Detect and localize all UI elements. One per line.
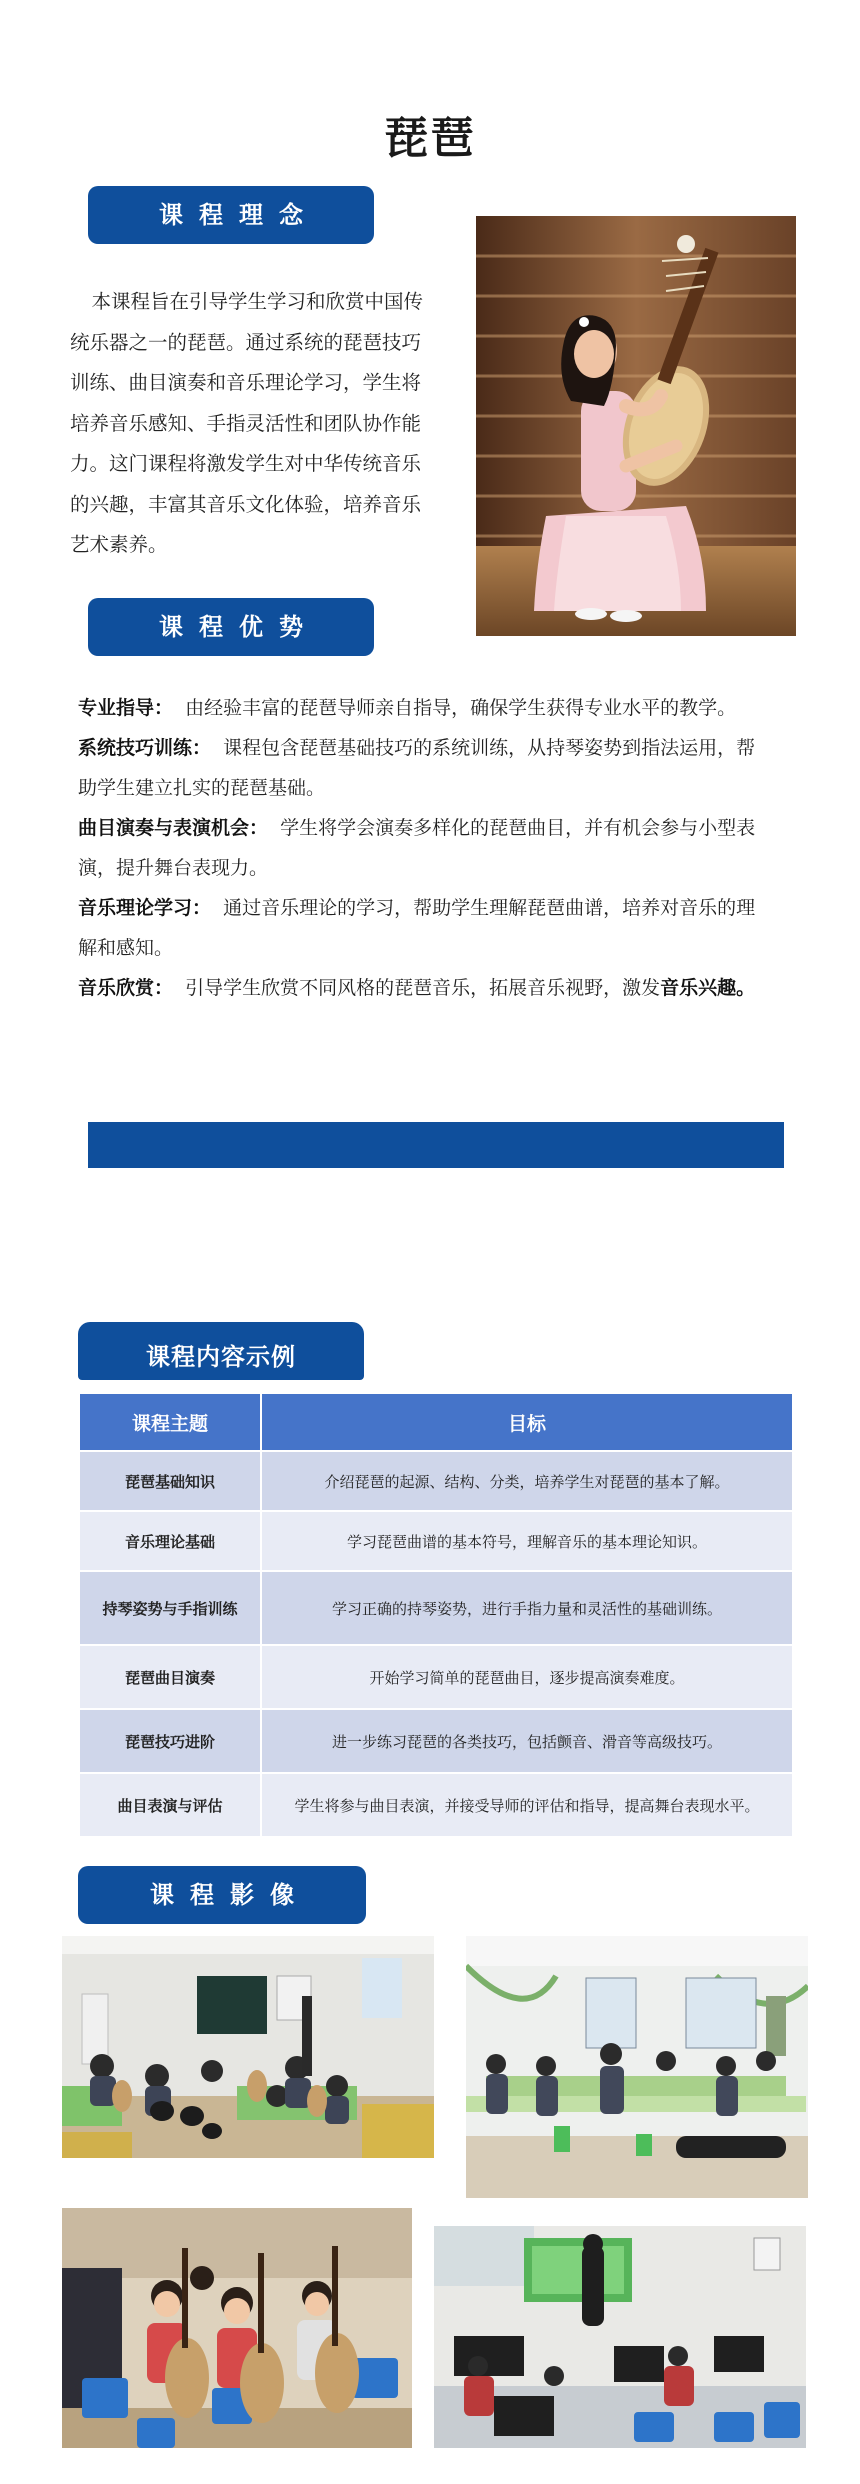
table-cell-topic: 曲目表演与评估 <box>79 1773 261 1837</box>
table-cell-topic: 琵琶技巧进阶 <box>79 1709 261 1773</box>
section-gallery-heading: 课程影像 <box>78 1866 366 1924</box>
table-row <box>79 1709 793 1773</box>
divider-bar <box>88 1122 784 1168</box>
table-header-topic: 课程主题 <box>79 1393 261 1451</box>
advantage-text: 学生将学会演奏多样化的琵琶曲目，并有机会参与小型表演，提升舞台表现力。 <box>78 817 756 879</box>
table-cell-topic: 琵琶曲目演奏 <box>79 1645 261 1709</box>
table-cell-goal: 介绍琵琶的起源、结构、分类，培养学生对琵琶的基本了解。 <box>261 1451 793 1511</box>
advantage-item <box>78 808 758 888</box>
advantage-item <box>78 888 758 968</box>
course-table <box>78 1392 794 1838</box>
table-cell-goal: 学习琵琶曲谱的基本符号，理解音乐的基本理论知识。 <box>261 1511 793 1571</box>
table-cell-topic: 音乐理论基础 <box>79 1511 261 1571</box>
table-cell-goal: 学生将参与曲目表演，并接受导师的评估和指导，提高舞台表现水平。 <box>261 1773 793 1837</box>
advantage-label: 音乐理论学习： <box>78 897 212 919</box>
table-row <box>79 1773 793 1837</box>
table-cell-goal: 开始学习简单的琵琶曲目，逐步提高演奏难度。 <box>261 1645 793 1709</box>
section-content-heading: 课程内容示例 <box>78 1322 364 1380</box>
advantage-text: 由经验丰富的琵琶导师亲自指导，确保学生获得专业水平的教学。 <box>185 697 737 719</box>
table-cell-goal: 进一步练习琵琶的各类技巧，包括颤音、滑音等高级技巧。 <box>261 1709 793 1773</box>
table-cell-topic: 琵琶基础知识 <box>79 1451 261 1511</box>
section-philosophy-heading: 课程理念 <box>88 186 374 244</box>
table-header-row <box>79 1393 793 1451</box>
advantages-list <box>78 688 758 1008</box>
advantage-text: 引导学生欣赏不同风格的琵琶音乐，拓展音乐视野，激发 <box>185 977 661 999</box>
advantage-text: 课程包含琵琶基础技巧的系统训练，从持琴姿势到指法运用，帮助学生建立扎实的琵琶基础。 <box>78 737 756 799</box>
class-photo-2 <box>466 1936 808 2198</box>
advantage-item <box>78 688 758 728</box>
table-row <box>79 1645 793 1709</box>
advantage-item <box>78 968 758 1008</box>
class-photo-1 <box>62 1936 434 2158</box>
table-row <box>79 1451 793 1511</box>
advantage-text: 通过音乐理论的学习，帮助学生理解琵琶曲谱，培养对音乐的理解和感知。 <box>78 897 756 959</box>
class-photo-4 <box>434 2226 806 2448</box>
intro-paragraph: 本课程旨在引导学生学习和欣赏中国传统乐器之一的琵琶。通过系统的琵琶技巧训练、曲目演奏和音乐理论学习，学生将培养音乐感知、手指灵活性和团队协作能力。这门课程将激发学生对中华传统音乐的兴趣，丰富其音乐文化体验，培养音乐艺术素养。 <box>70 290 423 556</box>
advantage-label: 专业指导： <box>78 697 174 719</box>
table-header-goal: 目标 <box>261 1393 793 1451</box>
advantage-label: 曲目演奏与表演机会： <box>78 817 269 839</box>
table-row <box>79 1511 793 1571</box>
performer-photo <box>476 216 796 636</box>
advantage-label: 音乐欣赏： <box>78 977 174 999</box>
advantage-item <box>78 728 758 808</box>
table-row <box>79 1571 793 1645</box>
advantage-text-tail: 音乐兴趣。 <box>660 977 756 999</box>
advantage-label: 系统技巧训练： <box>78 737 212 759</box>
table-cell-goal: 学习正确的持琴姿势，进行手指力量和灵活性的基础训练。 <box>261 1571 793 1645</box>
class-photo-3 <box>62 2208 412 2448</box>
section-advantages-heading: 课程优势 <box>88 598 374 656</box>
table-cell-topic: 持琴姿势与手指训练 <box>79 1571 261 1645</box>
page-title: 琵琶 <box>384 113 476 164</box>
